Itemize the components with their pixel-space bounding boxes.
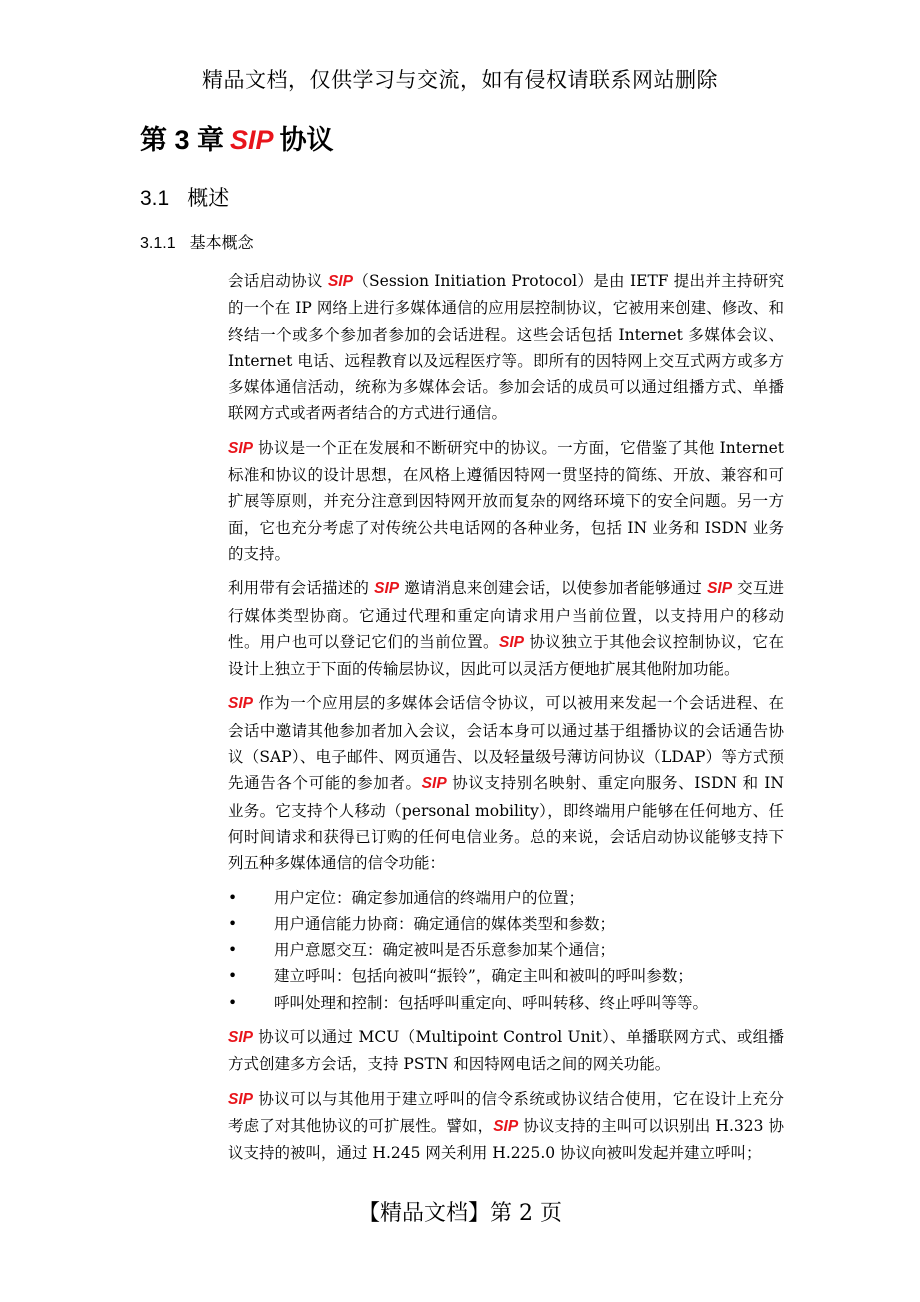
text-run: 协议支持的主叫可以识别出 H.323 协议支持的被叫，通过 H.245 网关利用 H.225.0 协议向被叫发起并建立呼叫； — [228, 1116, 784, 1163]
section-title: 概述 — [187, 187, 230, 210]
sip-keyword: SIP — [327, 273, 353, 290]
page-footer: 【精品文档】第 2 页 — [358, 1201, 562, 1226]
chapter-suffix: 协议 — [279, 125, 334, 156]
list-item-text: 用户通信能力协商：确定通信的媒体类型和参数； — [274, 914, 616, 933]
bullet-icon: • — [228, 941, 238, 960]
paragraph — [228, 1086, 784, 1167]
sip-keyword: SIP — [707, 580, 733, 598]
text-run: 协议可以与其他用于建立呼叫的信令系统或协议结合使用，它在设计上充分考虑了对其他协议的可扩展性。譬如， — [228, 1089, 784, 1135]
subsection-heading — [140, 230, 254, 253]
bullet-icon: • — [228, 888, 238, 907]
text-run: （Session Initiation Protocol）是由 IETF 提出并主持研究的一个在 IP 网络上进行多媒体通信的应用层控制协议，它被用来创建、修改、和终结一个或多个参加者参加的会话进程。这些会话包括 Internet 多媒体会议、Internet 电话、远程教育以及远程医疗等。即所有的因特网上交互式两方或多方多媒体通信活动，统称为多媒体会话。参加会话的成员可以通过组播方式、单播联网方式或者两者结合的方式进行通信。 — [228, 272, 784, 423]
list-item-text: 用户定位：确定参加通信的终端用户的位置； — [274, 888, 585, 907]
page-header-notice: 精品文档，仅供学习与交流，如有侵权请联系网站删除 — [202, 68, 718, 92]
sip-keyword: SIP — [228, 695, 253, 713]
subsection-number: 3.1.1 — [140, 235, 176, 252]
body-text — [228, 268, 784, 1175]
list-item — [228, 963, 784, 989]
text-run: 协议支持别名映射、重定向服务、ISDN 和 IN 业务。它支持个人移动（personal mobility），即终端用户能够在任何地方、任何时间请求和获得已订购的任何电信业务。总的来说，会话启动协议能够支持下列五种多媒体通信的信令功能： — [228, 774, 784, 873]
text-run: 利用带有会话描述的 — [228, 579, 375, 598]
text-run: 交互进行媒体类型协商。它通过代理和重定向请求用户当前位置，以支持用户的移动性。用户也可以登记它们的当前位置。 — [228, 579, 784, 651]
bullet-icon: • — [228, 967, 238, 986]
sip-keyword: SIP — [499, 633, 524, 651]
sip-keyword: SIP — [228, 1029, 253, 1047]
sip-keyword: SIP — [228, 439, 253, 457]
paragraph — [228, 690, 784, 876]
list-item-text: 建立呼叫：包括向被叫“振铃”，确定主叫和被叫的呼叫参数； — [274, 967, 693, 986]
section-number: 3.1 — [140, 187, 170, 210]
text-run: 邀请消息来创建会话，以使参加者能够通过 — [399, 579, 708, 598]
paragraph — [228, 268, 784, 427]
list-item — [228, 937, 784, 963]
section-heading — [140, 182, 229, 212]
list-item-text: 呼叫处理和控制：包括呼叫重定向、呼叫转移、终止呼叫等等。 — [274, 993, 709, 1012]
subsection-title: 基本概念 — [189, 235, 254, 252]
paragraph — [228, 1024, 784, 1078]
list-item — [228, 911, 784, 937]
text-run: 协议可以通过 MCU（Multipoint Control Unit）、单播联网方式、或组播方式创建多方会话，支持 PSTN 和因特网电话之间的网关功能。 — [228, 1028, 784, 1074]
chapter-title — [140, 118, 334, 157]
sip-keyword: SIP — [421, 775, 447, 793]
bullet-icon: • — [228, 993, 238, 1012]
chapter-prefix: 第 3 章 — [140, 125, 225, 155]
list-item-text: 用户意愿交互：确定被叫是否乐意参加某个通信； — [274, 941, 616, 960]
sip-keyword: SIP — [374, 580, 400, 598]
text-run: 协议是一个正在发展和不断研究中的协议。一方面，它借鉴了其他 Internet 标准和协议的设计思想，在风格上遵循因特网一贯坚持的简练、开放、兼容和可扩展等原则，并充分注意到因特网开放而复杂的网络环境下的安全问题。另一方面，它也充分考虑了对传统公共电话网的各种业务，包括 IN 业务和 ISDN 业务的支持。 — [228, 438, 784, 563]
text-run: 作为一个应用层的多媒体会话信令协议，可以被用来发起一个会话进程、在会话中邀请其他参加者加入会议，会话本身可以通过基于组播协议的会话通告协议（SAP）、电子邮件、网页通告、以及轻量级号薄访问协议（LDAP）等方式预先通告各个可能的参加者。 — [228, 694, 784, 793]
paragraph — [228, 435, 784, 567]
function-list — [228, 885, 784, 1016]
text-run: 会话启动协议 — [228, 272, 328, 290]
sip-keyword: SIP — [493, 1117, 519, 1135]
bullet-icon: • — [228, 914, 238, 933]
text-run: 协议独立于其他会议控制协议，它在设计上独立于下面的传输层协议，因此可以灵活方便地扩展其他附加功能。 — [228, 632, 784, 679]
list-item — [228, 990, 784, 1016]
paragraph — [228, 575, 784, 682]
list-item — [228, 885, 784, 911]
chapter-keyword: SIP — [230, 125, 274, 155]
sip-keyword: SIP — [228, 1090, 253, 1108]
